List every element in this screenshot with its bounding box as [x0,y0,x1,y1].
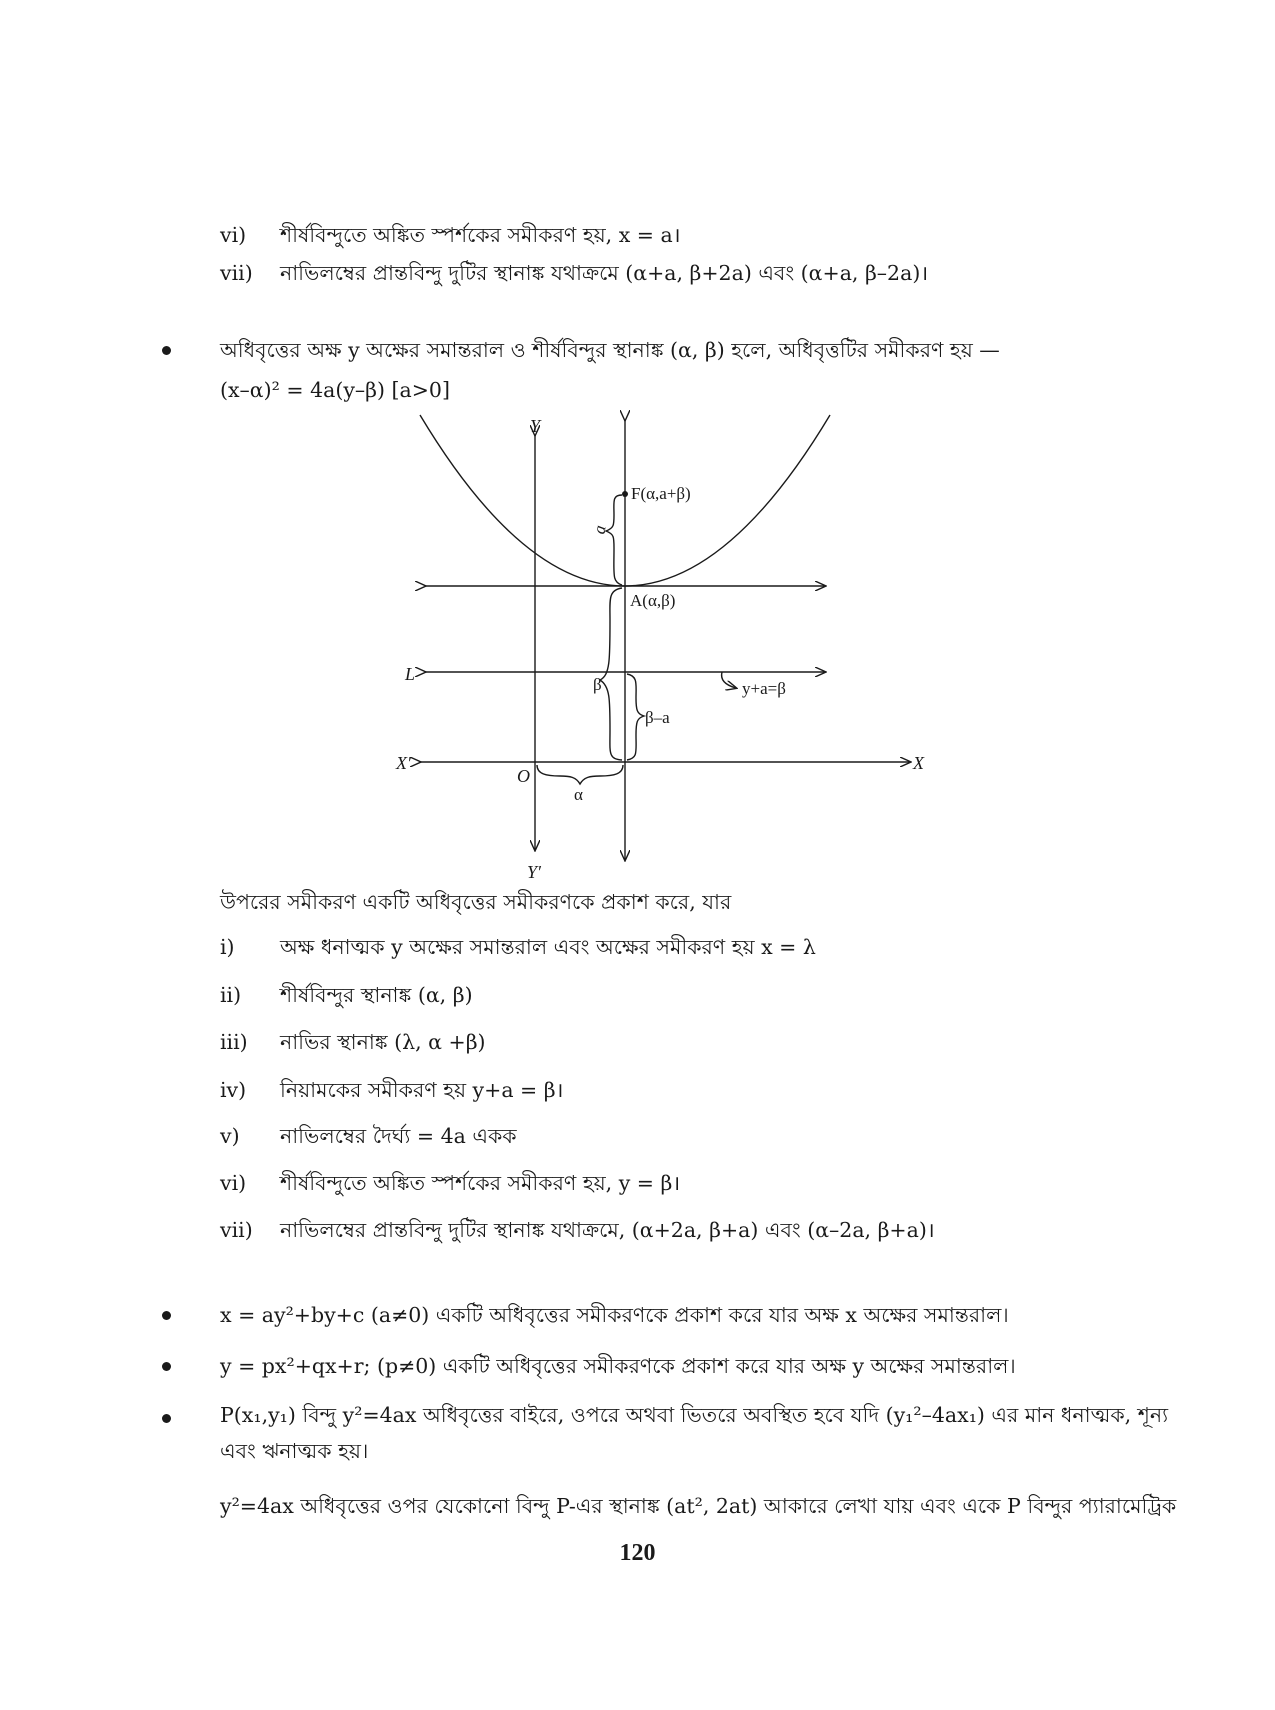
label-beta: β [593,675,602,694]
equation: (x–α)² = 4a(y–β) [a>0] [220,378,450,402]
brace-beta-minus-a [627,674,644,760]
list-text: নিয়ামকের সমীকরণ হয় y+a = β। [280,1078,564,1102]
list-number: vii) [220,261,253,285]
list-text: নাভিলম্বের প্রান্তবিন্দু দুটির স্থানাঙ্ক যথাক্রমে (α+a, β+2a) এবং (α+a, β–2a)। [280,261,929,285]
list-number: vii) [220,1218,253,1242]
label-focus: F(α,a+β) [631,484,691,503]
parabola-figure [0,410,1275,890]
brace-beta [600,588,622,760]
list-text: শীর্ষবিন্দুর স্থানাঙ্ক (α, β) [280,983,473,1007]
bullet-marker [162,346,171,355]
list-text: নাভির স্থানাঙ্ক (λ, α +β) [280,1030,486,1054]
bullet-text: P(x₁,y₁) বিন্দু y²=4ax অধিবৃত্তের বাইরে, ওপরে অথবা ভিতরে অবস্থিত হবে যদি (y₁²–4ax₁) এর মান ধনাত্মক, শূন্য এবং ঋনাত্মক হয়। [220,1403,1169,1463]
bullet-marker [162,1311,171,1320]
label-beta-minus-a: β–a [645,708,670,727]
list-text: শীর্ষবিন্দুতে অঙ্কিত স্পর্শকের সমীকরণ হয়, y = β। [280,1171,681,1195]
list-number: v) [220,1124,240,1148]
list-number: vi) [220,1171,247,1195]
intro-text: উপরের সমীকরণ একটি অধিবৃত্তের সমীকরণকে প্রকাশ করে, যার [220,890,732,914]
page-number: 120 [619,1540,656,1566]
bullet-text: y = px²+qx+r; (p≠0) একটি অধিবৃত্তের সমীকরণকে প্রকাশ করে যার অক্ষ y অক্ষের সমান্তরাল। [220,1354,1016,1378]
brace-a [606,495,622,585]
list-number: i) [220,935,235,959]
directrix-pointer [722,672,736,688]
label-origin: O [517,766,530,786]
label-a: a [589,523,610,536]
label-directrix-l: L [405,664,416,684]
list-number: vi) [220,223,247,247]
list-number: iii) [220,1030,248,1054]
list-text: শীর্ষবিন্দুতে অঙ্কিত স্পর্শকের সমীকরণ হয়, x = a। [280,223,681,247]
label-directrix-eq: y+a=β [742,679,786,698]
focus-point [622,491,628,497]
label-y: Y [530,416,541,436]
label-y-prime: Y′ [527,862,541,882]
list-text: নাভিলম্বের প্রান্তবিন্দু দুটির স্থানাঙ্ক যথাক্রমে, (α+2a, β+a) এবং (α–2a, β+a)। [280,1218,935,1242]
label-x: X [913,753,924,773]
list-number: iv) [220,1078,247,1102]
list-text: নাভিলম্বের দৈর্ঘ্য = 4a একক [280,1124,517,1148]
label-x-prime: X′ [396,753,411,773]
label-alpha: α [574,785,583,804]
label-vertex: A(α,β) [630,591,676,610]
brace-alpha [537,765,623,784]
bullet-text: x = ay²+by+c (a≠0) একটি অধিবৃত্তের সমীকরণকে প্রকাশ করে যার অক্ষ x অক্ষের সমান্তরাল। [220,1303,1009,1327]
bullet-marker [162,1362,171,1371]
paragraph-text: y²=4ax অধিবৃত্তের ওপর যেকোনো বিন্দু P-এর স্থানাঙ্ক (at², 2at) আকারে লেখা যায় এবং একে P বিন্দুর প্যারামেট্রিক [220,1494,1177,1518]
list-text: অক্ষ ধনাত্মক y অক্ষের সমান্তরাল এবং অক্ষের সমীকরণ হয় x = λ [280,935,816,959]
bullet-marker [162,1414,171,1423]
list-number: ii) [220,983,242,1007]
bullet-text: অধিবৃত্তের অক্ষ y অক্ষের সমান্তরাল ও শীর্ষবিন্দুর স্থানাঙ্ক (α, β) হলে, অধিবৃত্তটির সমীকরণ হয় — [220,338,1000,362]
